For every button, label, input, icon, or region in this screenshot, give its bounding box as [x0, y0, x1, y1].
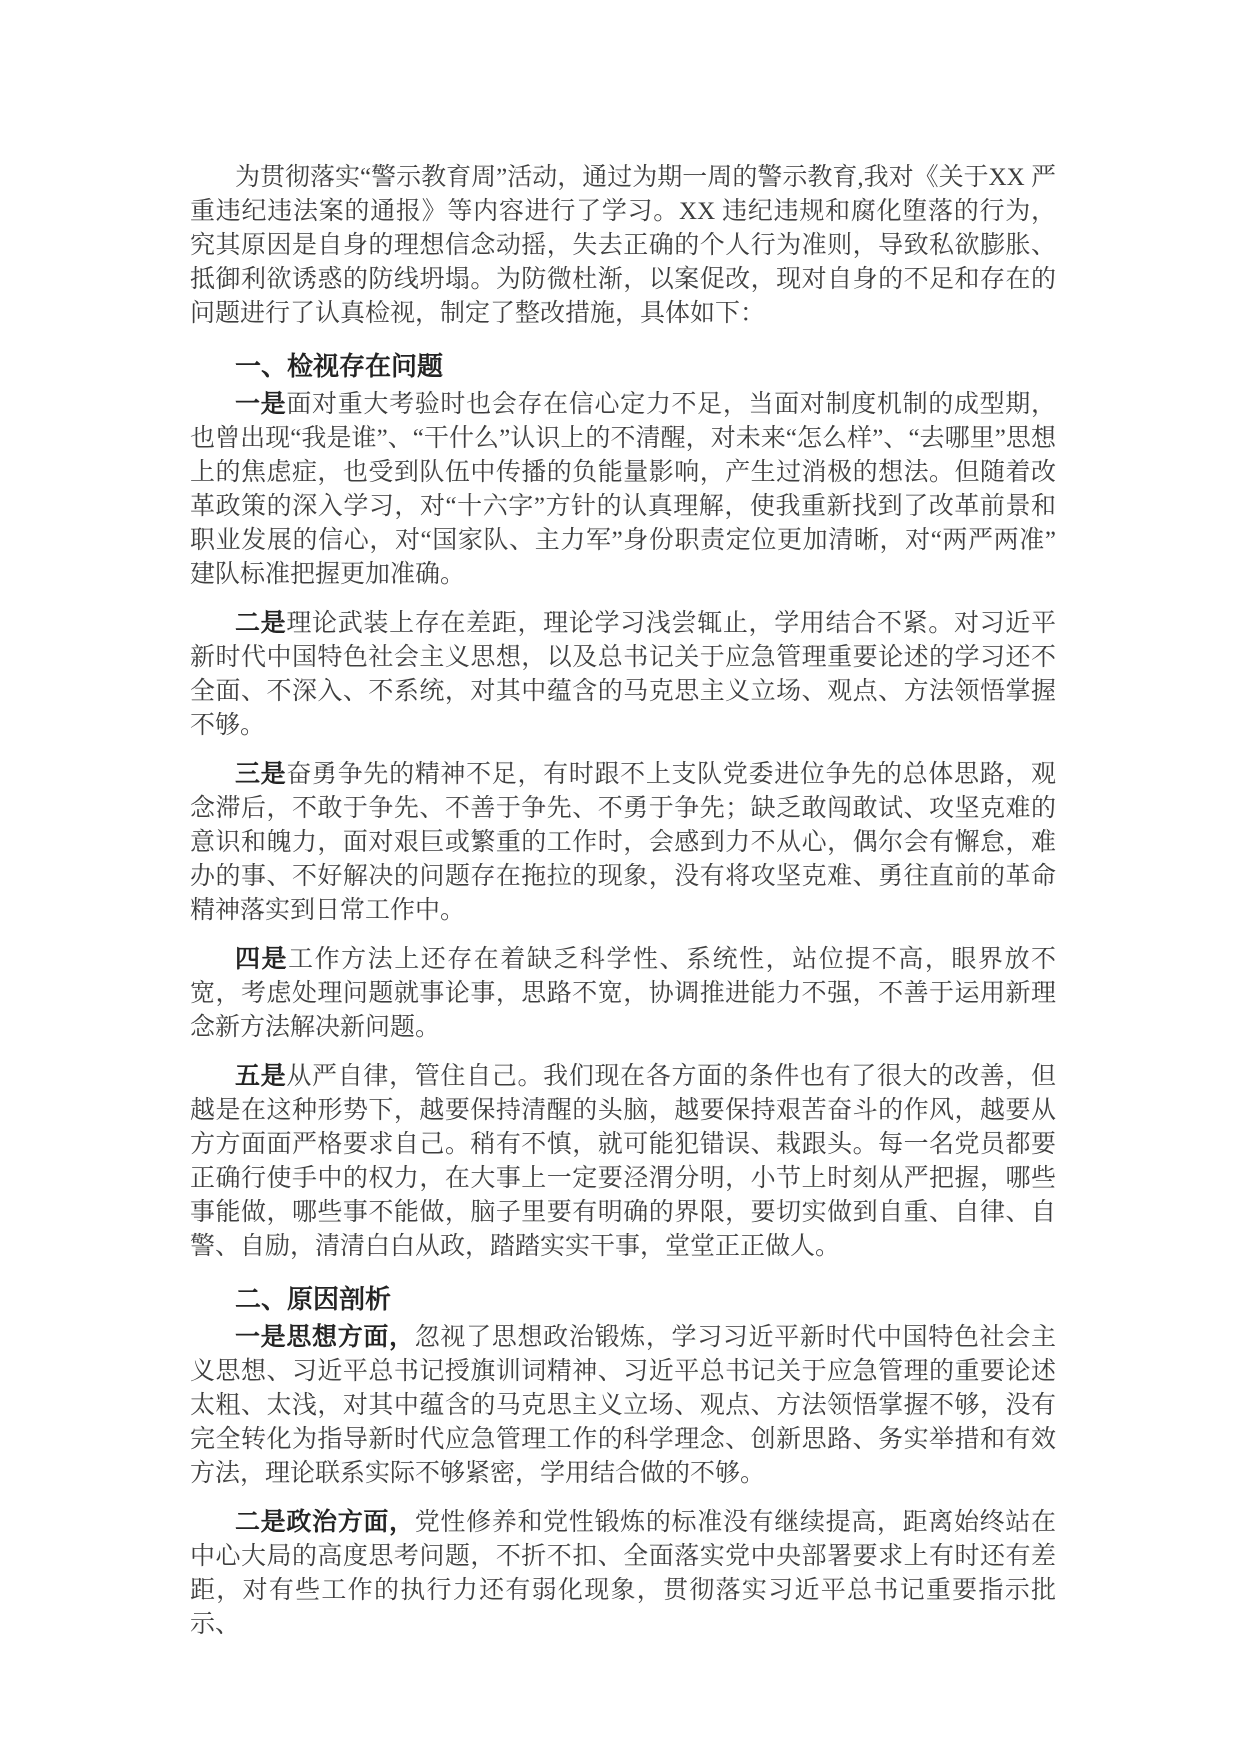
paragraph-lead: 四是: [235, 945, 289, 973]
paragraph-text: 奋勇争先的精神不足，有时跟不上支队党委进位争先的总体思路，观念滞后，不敢于争先、不善于争先、不勇于争先；缺乏敢闯敢试、攻坚克难的意识和魄力，面对艰巨或繁重的工作时，会感到力不从心，偶尔会有懈怠，难办的事、不好解决的问题存在拖拉的现象，没有将攻坚克难、勇往直前的革命精神落实到日常工作中。: [190, 761, 1056, 924]
paragraph-lead: 二是: [235, 609, 287, 637]
section-1-heading: 一、检视存在问题: [235, 351, 444, 381]
paragraph-text: 忽视了思想政治锻炼，学习习近平新时代中国特色社会主义思想、习近平总书记授旗训词精神、习近平总书记关于应急管理的重要论述太粗、太浅，对其中蕴含的马克思主义立场、观点、方法领悟掌握不够，没有完全转化为指导新时代应急管理工作的科学理念、创新思路、务实举措和有效方法，理论联系实际不够紧密，学用结合做的不够。: [190, 1324, 1056, 1487]
problem-paragraph-1: [190, 387, 1056, 592]
section-2-heading: 二、原因剖析: [235, 1284, 392, 1314]
paragraph-text: 从严自律，管住自己。我们现在各方面的条件也有了很大的改善，但越是在这种形势下，越要保持清醒的头脑，越要保持艰苦奋斗的作风，越要从方方面面严格要求自己。稍有不慎，就可能犯错误、栽跟头。每一名党员都要正确行使手中的权力，在大事上一定要泾渭分明，小节上时刻从严把握，哪些事能做，哪些事不能做，脑子里要有明确的界限，要切实做到自重、自律、自警、自励，清清白白从政，踏踏实实干事，堂堂正正做人。: [190, 1063, 1056, 1260]
paragraph-lead: 一是: [235, 390, 287, 418]
cause-paragraph-1: [190, 1320, 1056, 1491]
problem-paragraph-3: [190, 757, 1056, 928]
problem-paragraph-5: [190, 1059, 1056, 1264]
paragraph-lead: 三是: [235, 760, 287, 788]
document-body: [190, 160, 1056, 1656]
paragraph-text: 理论武装上存在差距，理论学习浅尝辄止，学用结合不紧。对习近平新时代中国特色社会主义思想，以及总书记关于应急管理重要论述的学习还不全面、不深入、不系统，对其中蕴含的马克思主义立场、观点、方法领悟掌握不够。: [190, 610, 1056, 739]
intro-paragraph: [190, 160, 1056, 331]
cause-paragraph-2: [190, 1505, 1056, 1642]
problem-paragraph-4: [190, 942, 1056, 1045]
paragraph-lead: 二是政治方面，: [235, 1508, 415, 1536]
problem-paragraph-2: [190, 606, 1056, 743]
paragraph-text: 面对重大考验时也会存在信心定力不足，当面对制度机制的成型期，也曾出现“我是谁”、“干什么”认识上的不清醒，对未来“怎么样”、“去哪里”思想上的焦虑症，也受到队伍中传播的负能量影响，产生过消极的想法。但随着改革政策的深入学习，对“十六字”方针的认真理解，使我重新找到了改革前景和职业发展的信心，对“国家队、主力军”身份职责定位更加清晰，对“两严两准”建队标准把握更加准确。: [190, 391, 1056, 588]
paragraph-text: 党性修养和党性锻炼的标准没有继续提高，距离始终站在中心大局的高度思考问题，不折不扣、全面落实党中央部署要求上有时还有差距，对有些工作的执行力还有弱化现象，贯彻落实习近平总书记重要指示批示、: [190, 1509, 1056, 1638]
paragraph-text: 工作方法上还存在着缺乏科学性、系统性，站位提不高，眼界放不宽，考虑处理问题就事论事，思路不宽，协调推进能力不强，不善于运用新理念新方法解决新问题。: [190, 946, 1056, 1041]
paragraph-text: 为贯彻落实“警示教育周”活动，通过为期一周的警示教育,我对《关于XX 严重违纪违法案的通报》等内容进行了学习。XX 违纪违规和腐化堕落的行为，究其原因是自身的理想信念动摇，失去正确的个人行为准则，导致私欲膨胀、抵御利欲诱惑的防线坍塌。为防微杜渐，以案促改，现对自身的不足和存在的问题进行了认真检视，制定了整改措施，具体如下：: [190, 164, 1056, 327]
paragraph-lead: 五是: [235, 1062, 287, 1090]
paragraph-lead: 一是思想方面，: [235, 1323, 415, 1351]
